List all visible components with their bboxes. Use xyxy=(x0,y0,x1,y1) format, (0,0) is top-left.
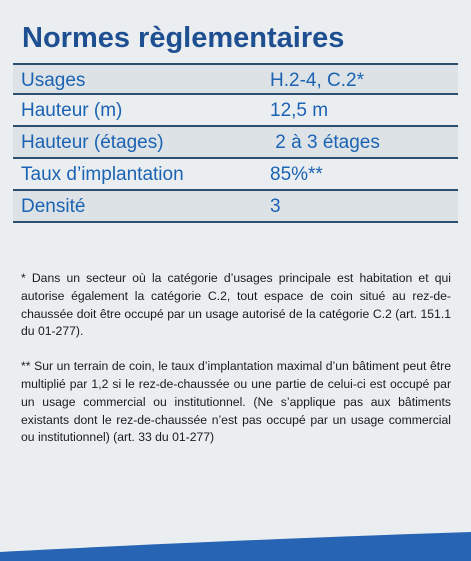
footnotes xyxy=(21,270,451,447)
row-value-taux-implantation: 85%** xyxy=(270,164,323,185)
table-row xyxy=(13,95,458,127)
panel-title: Normes règlementaires xyxy=(22,22,345,54)
row-label-hauteur-etages: Hauteur (étages) xyxy=(21,132,164,153)
table-row xyxy=(13,127,458,159)
table-row xyxy=(13,159,458,191)
row-label-taux-implantation: Taux d’implantation xyxy=(21,164,184,185)
table-row xyxy=(13,191,458,223)
row-value-densite: 3 xyxy=(270,196,281,217)
row-label-hauteur-m: Hauteur (m) xyxy=(21,100,123,121)
row-label-usages: Usages xyxy=(21,70,86,91)
footnote-usages: * Dans un secteur où la catégorie d’usages principale est habitation et qui autorise également la catégorie C.2, tout espace de coin situé au rez-de-chaussée doit être occupé par un usage autorisé de la catégorie C.2 (art. 151.1 du 01-277). xyxy=(21,271,451,339)
row-value-usages: H.2-4, C.2* xyxy=(270,70,364,91)
row-label-densite: Densité xyxy=(21,196,86,217)
footer-wave-shape xyxy=(0,532,471,561)
footer-band xyxy=(0,532,471,561)
row-value-hauteur-m: 12,5 m xyxy=(270,100,329,121)
table-row xyxy=(13,63,458,95)
rules-table xyxy=(13,63,458,223)
footnote-taux-implantation: ** Sur un terrain de coin, le taux d’implantation maximal d’un bâtiment peut être multiplié par 1,2 si le rez-de-chaussée ou une partie de celui-ci est occupé par un usage commercial ou institutionnel. (Ne s’applique pas aux bâtiments existants dont le rez-de-chaussée n’est pas occupé par un usage commercial ou institutionnel) (art. 33 du 01-277) xyxy=(21,359,451,445)
row-value-hauteur-etages: 2 à 3 étages xyxy=(270,132,380,153)
